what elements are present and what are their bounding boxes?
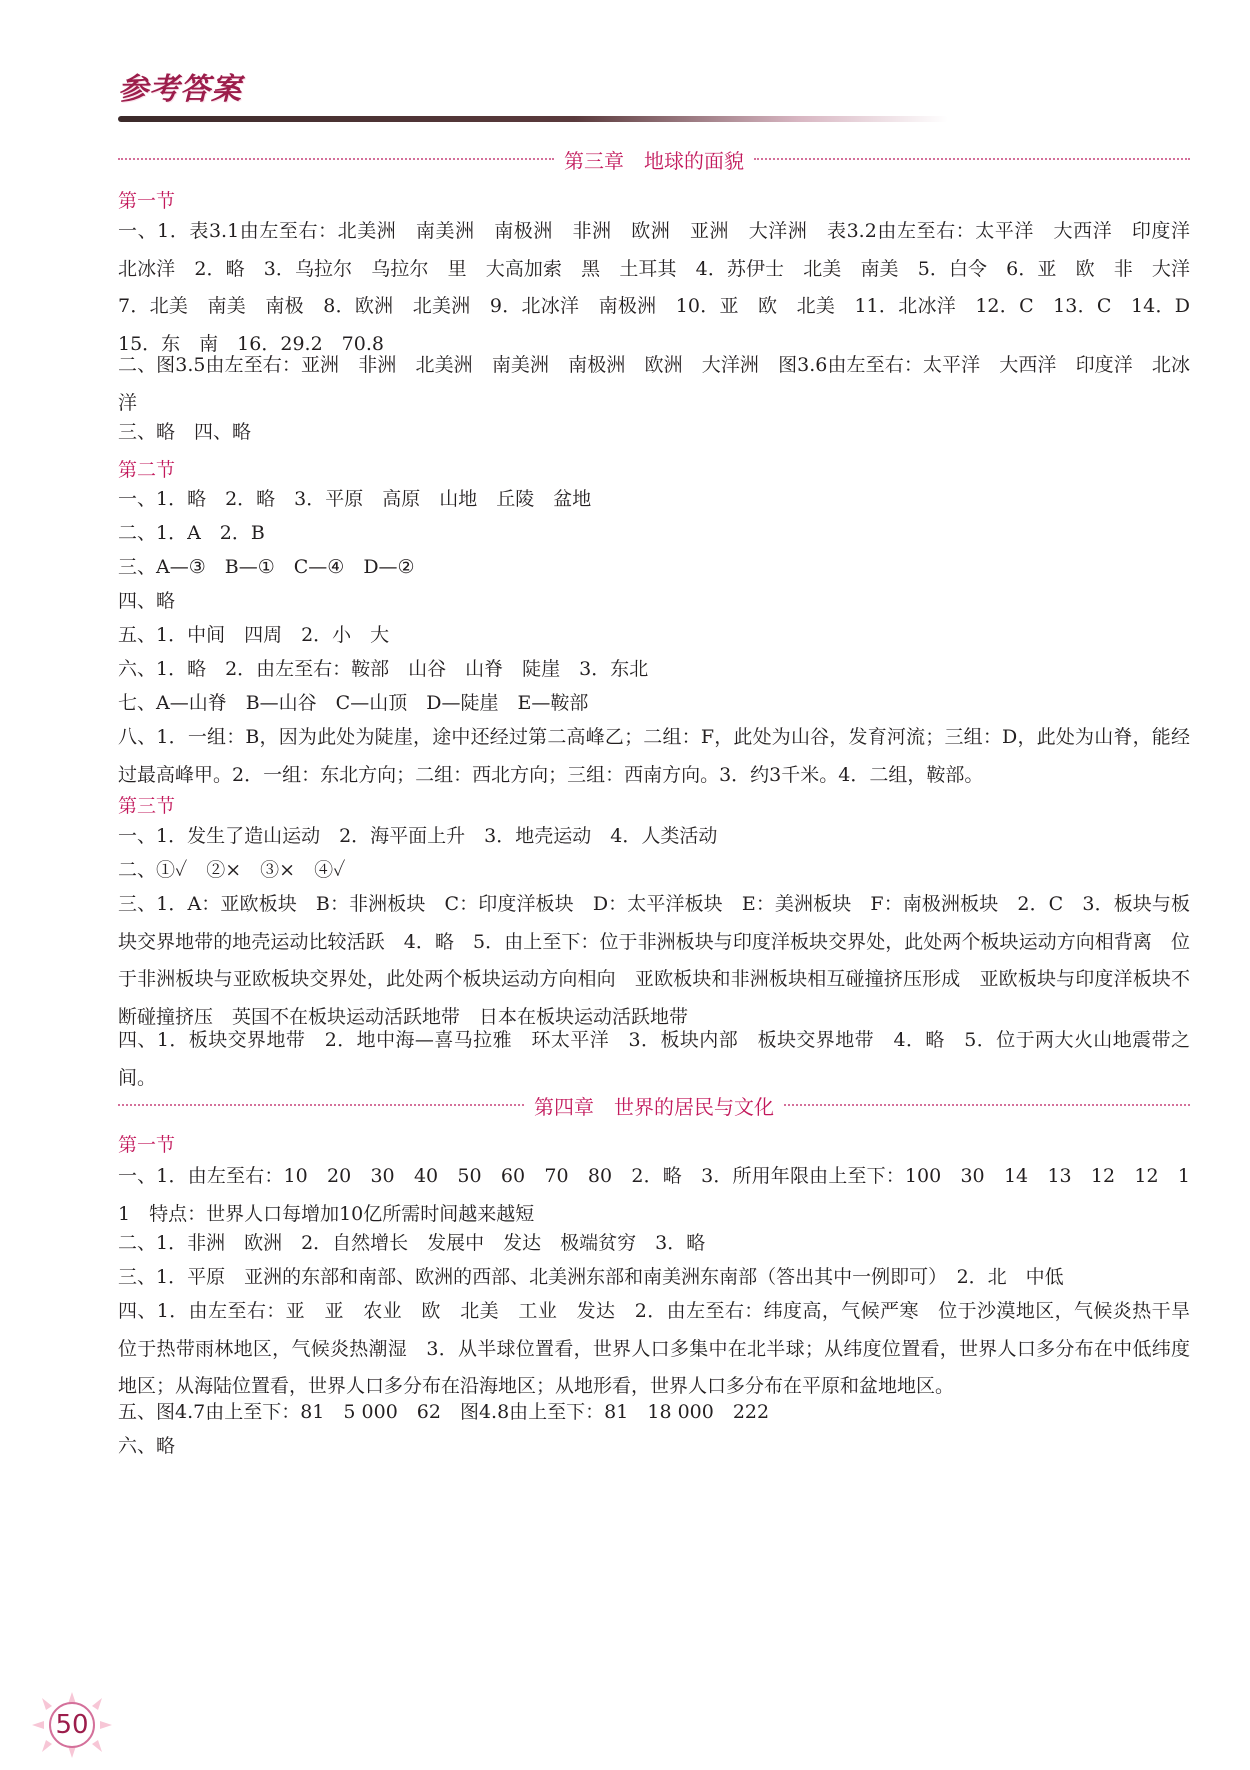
- ch3-s2-answer-7: 七、A—山脊 B—山谷 C—山顶 D—陡崖 E—鞍部: [118, 692, 589, 714]
- dotted-rule-right: [754, 158, 1190, 160]
- ch3-s1-answer-2: 二、图3.5由左至右：亚洲 非洲 北美洲 南美洲 南极洲 欧洲 大洋洲 图3.6由左至右：太平洋 大西洋 印度洋 北冰洋: [118, 354, 1190, 414]
- dotted-rule-left: [118, 158, 554, 160]
- ch3-s2-answer-6: 六、1．略 2．由左至右：鞍部 山谷 山脊 陡崖 3．东北: [118, 658, 649, 680]
- ch4-s1-answer-3: 三、1．平原 亚洲的东部和南部、欧洲的西部、北美洲东部和南美洲东南部（答出其中一例即可） 2．北 中低: [118, 1266, 1064, 1288]
- ch3-s2-answer-5: 五、1．中间 四周 2．小 大: [118, 624, 390, 646]
- ch3-section-2-label: 第二节: [118, 459, 176, 481]
- ch3-s2-answer-2: 二、1．A 2．B: [118, 522, 265, 544]
- page-number-badge: [28, 1690, 116, 1760]
- chapter-3-title: 第三章 地球的面貌: [564, 148, 744, 173]
- ch3-s2-answer-1: 一、1．略 2．略 3．平原 高原 山地 丘陵 盆地: [118, 488, 592, 510]
- ch4-s1-answer-2: 二、1．非洲 欧洲 2．自然增长 发展中 发达 极端贫穷 3．略: [118, 1232, 706, 1254]
- ch3-section-1-label: 第一节: [118, 190, 176, 212]
- ch4-s1-answer-1: 一、1．由左至右：10 20 30 40 50 60 70 80 2．略 3．所用年限由上至下：100 30 14 13 12 12 11 特点：世界人口每增加10亿所需时间越来越短: [118, 1165, 1190, 1225]
- chapter-3-heading: [118, 144, 1190, 174]
- dotted-rule-right: [784, 1104, 1190, 1106]
- ch3-s2-answer-4: 四、略: [118, 590, 176, 612]
- chapter-4-title: 第四章 世界的居民与文化: [534, 1094, 774, 1119]
- ch3-s3-answer-2: 二、①✓ ②× ③× ④✓: [118, 859, 346, 881]
- ch4-s1-answer-6: 六、略: [118, 1435, 176, 1457]
- ch3-s3-answer-3: 三、1．A：亚欧板块 B：非洲板块 C：印度洋板块 D：太平洋板块 E：美洲板块 F：南极洲板块 2．C 3．板块与板块交界地带的地壳运动比较活跃 4．略 5．由上至下：位于非洲板块与印度洋板块交界处，此处两个板块运动方向相背离 位于非洲板块与亚欧板块交界处，此处两个板块运动方向相向 亚欧板块和非洲板块相互碰撞挤压形成 亚欧板块与印度洋板块不断碰撞挤压 英国不在板块运动活跃地带 日本在板块运动活跃地带: [118, 893, 1190, 1028]
- dotted-rule-left: [118, 1104, 524, 1106]
- ch4-section-1-label: 第一节: [118, 1134, 176, 1156]
- ch3-s3-answer-1: 一、1．发生了造山运动 2．海平面上升 3．地壳运动 4．人类活动: [118, 825, 718, 847]
- ch3-section-3-label: 第三节: [118, 795, 176, 817]
- ch4-s1-answer-4: 四、1．由左至右：亚 亚 农业 欧 北美 工业 发达 2．由左至右：纬度高，气候严寒 位于沙漠地区，气候炎热干旱 位于热带雨林地区，气候炎热潮湿 3．从半球位置看，世界人口多集中在北半球；从纬度位置看，世界人口多分布在中低纬度地区；从海陆位置看，世界人口多分布在沿海地区；从地形看，世界人口多分布在平原和盆地地区。: [118, 1300, 1210, 1397]
- header-rule: [118, 116, 948, 122]
- ch3-s2-answer-3: 三、A—③ B—① C—④ D—②: [118, 556, 415, 578]
- ch4-s1-answer-5: 五、图4.7由上至下：81 5 000 62 图4.8由上至下：81 18 000 222: [118, 1401, 770, 1423]
- ch3-s1-answer-3: 三、略 四、略: [118, 421, 252, 443]
- ch3-s3-answer-4: 四、1．板块交界地带 2．地中海—喜马拉雅 环太平洋 3．板块内部 板块交界地带 4．略 5．位于两大火山地震带之间。: [118, 1029, 1190, 1089]
- header-title: 参考答案: [118, 72, 242, 107]
- ch3-s2-answer-8: 八、1．一组：B，因为此处为陡崖，途中还经过第二高峰乙；二组：F，此处为山谷，发育河流；三组：D，此处为山脊，能经过最高峰甲。2．一组：东北方向；二组：西北方向；三组：西南方向。3．约3千米。4．二组，鞍部。: [118, 726, 1190, 786]
- page-number: 50: [55, 1710, 89, 1740]
- ch3-s1-answer-1: 一、1．表3.1由左至右：北美洲 南美洲 南极洲 非洲 欧洲 亚洲 大洋洲 表3.2由左至右：太平洋 大西洋 印度洋 北冰洋 2．略 3．乌拉尔 乌拉尔 里 大高加索 黑 土耳其 4．苏伊士 北美 南美 5．白令 6．亚 欧 非 大洋 7．北美 南美 南极 8．欧洲 北美洲 9．北冰洋 南极洲 10．亚 欧 北美 11．北冰洋 12．C 13．C 14．D 15．东 南 16．29.2 70.8: [118, 220, 1210, 355]
- chapter-4-heading: [118, 1090, 1190, 1120]
